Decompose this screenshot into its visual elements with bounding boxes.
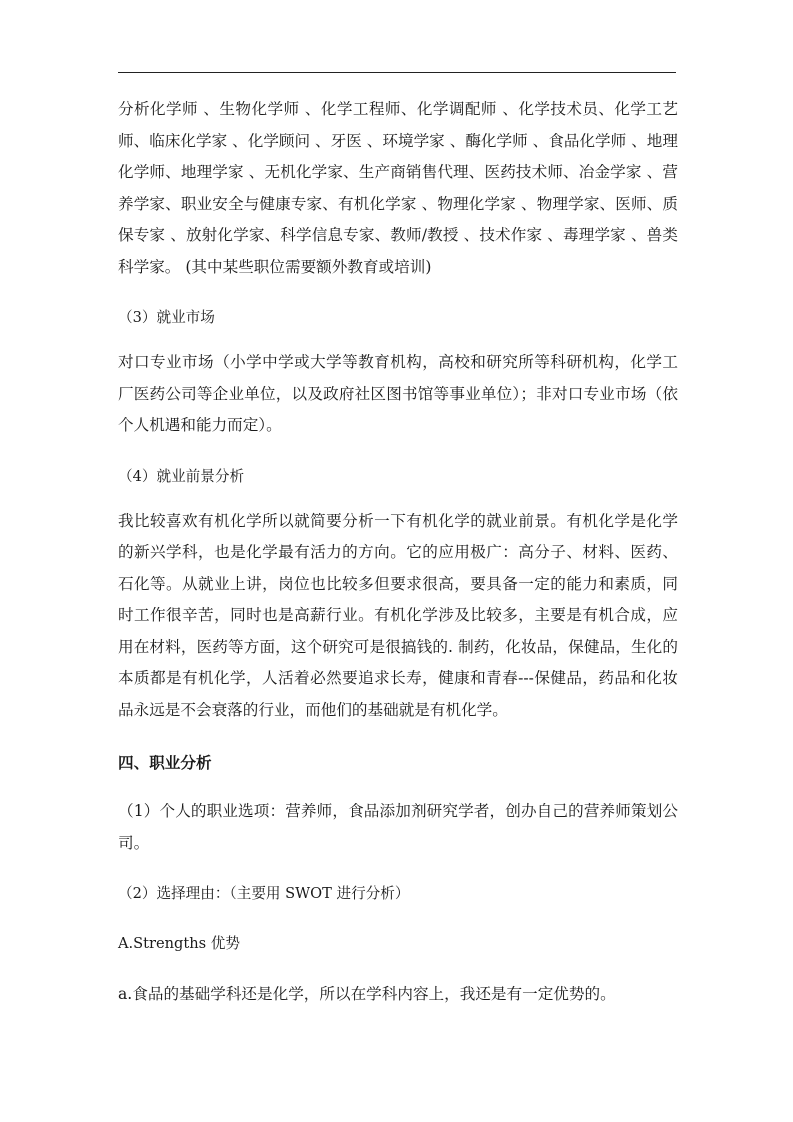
strength-a-paragraph: a.食品的基础学科还是化学，所以在学科内容上，我还是有一定优势的。 [118, 985, 616, 1003]
section-four-heading: 四、职业分析 [118, 754, 212, 772]
header-rule [118, 72, 676, 73]
job-market-heading: （3）就业市场 [118, 309, 215, 326]
job-market-paragraph: 对口专业市场（小学中学或大学等教育机构，高校和研究所等科研机构，化学工厂医药公司等企业单位，以及政府社区图书馆等事业单位）；非对口专业市场（依个人机遇和能力而定）。 [118, 353, 678, 434]
strengths-heading: A.Strengths 优势 [118, 935, 240, 952]
document-body [118, 94, 678, 1007]
outlook-paragraph: 我比较喜欢有机化学所以就简要分析一下有机化学的就业前景。有机化学是化学的新兴学科，也是化学最有活力的方向。它的应用极广：高分子、材料、医药、石化等。从就业上讲，岗位也比较多但要求很高，要具备一定的能力和素质，同时工作很辛苦，同时也是高薪行业。有机化学涉及比较多，主要是有机合成，应用在材料，医药等方面，这个研究可是很搞钱的. 制药，化妆品，保健品，生化的本质都是有机化学，人活着必然要追求长寿，健康和青春---保健品，药品和化妆品永远是不会衰落的行业，而他们的基础就是有机化学。 [118, 511, 678, 719]
outlook-heading: （4）就业前景分析 [118, 467, 245, 485]
reasons-heading: （2）选择理由：（主要用 SWOT 进行分析） [118, 885, 410, 902]
career-list-paragraph: 分析化学师 、生物化学师 、化学工程师、化学调配师 、化学技术员、化学工艺师、临床化学家 、化学顾问 、牙医 、环境学家 、酶化学师 、食品化学师 、地理化学师、地理学家 、无机化学家、生产商销售代理、医药技术师、冶金学家 、营养学家、职业安全与健康专家、有机化学家 、物理化学家 、物理学家、医师、质保专家 、放射化学家、科学信息专家、教师/教授 、技术作家 、毒理学家 、兽类科学家。 (其中某些职位需要额外教育或培训) [118, 100, 678, 276]
personal-options-paragraph: （1）个人的职业选项：营养师，食品添加剂研究学者，创办自己的营养师策划公司。 [118, 802, 678, 852]
